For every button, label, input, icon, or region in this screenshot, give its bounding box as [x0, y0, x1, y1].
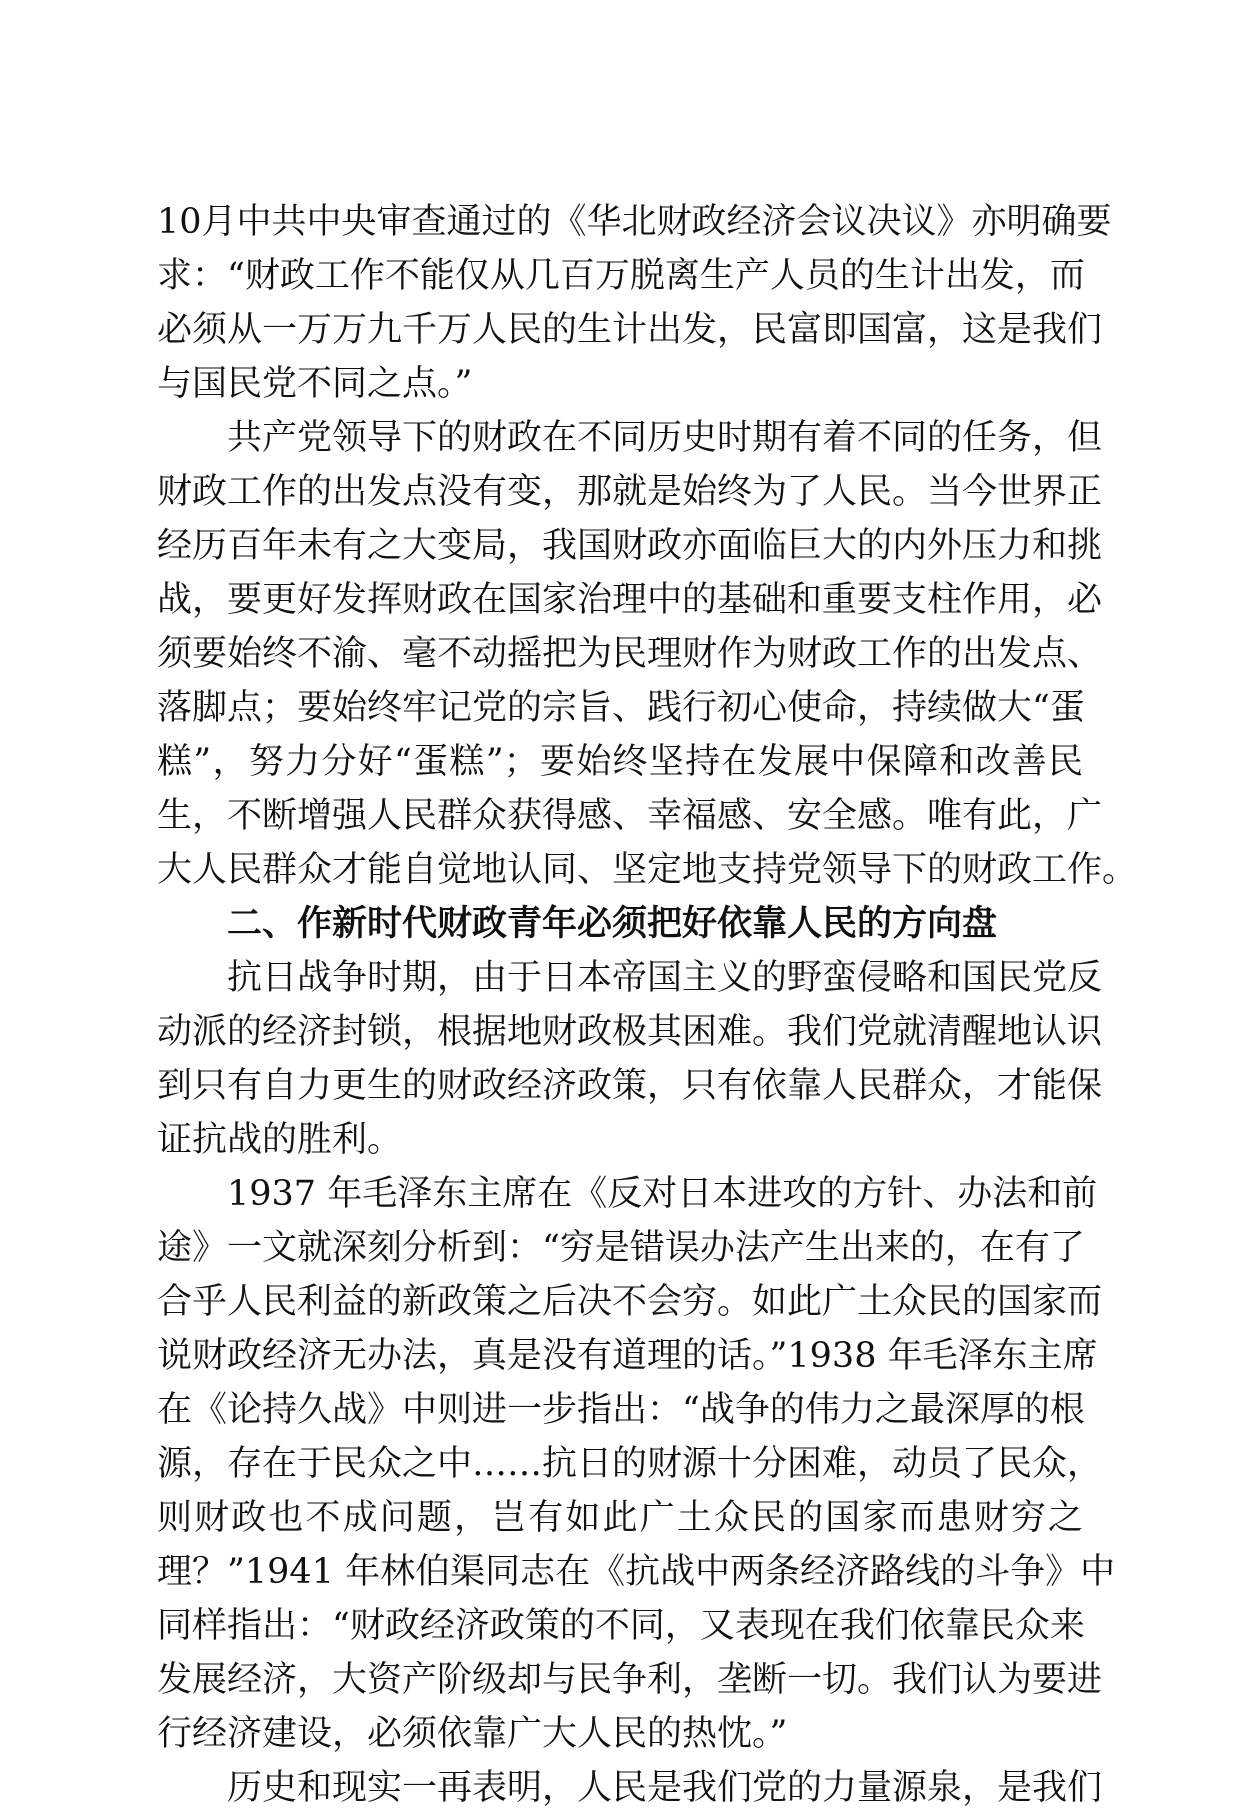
text-line: 行经济建设，必须依靠广大人民的热忱。”: [157, 1714, 788, 1754]
text-line: 在《论持久战》中则进一步指出：“战争的伟力之最深厚的根: [157, 1390, 1085, 1430]
text-line: 经历百年未有之大变局，我国财政亦面临巨大的内外压力和挑: [157, 526, 1103, 566]
text-line: 须要始终不渝、毫不动摇把为民理财作为财政工作的出发点、: [157, 634, 1103, 674]
text-line: 抗日战争时期，由于日本帝国主义的野蛮侵略和国民党反: [227, 958, 1103, 998]
text-line: 说财政经济无办法，真是没有道理的话。”1938 年毛泽东主席: [157, 1336, 1098, 1376]
text-line: 与国民党不同之点。”: [157, 364, 473, 404]
text-line: 战，要更好发挥财政在国家治理中的基础和重要支柱作用，必: [157, 580, 1103, 620]
text-line: 1937 年毛泽东主席在《反对日本进攻的方针、办法和前: [227, 1174, 1098, 1214]
text-line: 共产党领导下的财政在不同历史时期有着不同的任务，但: [227, 418, 1103, 458]
text-line: 必须从一万万九千万人民的生计出发，民富即国富，这是我们: [157, 310, 1103, 350]
paragraph: [157, 951, 1103, 1167]
paragraph: [157, 1167, 1116, 1761]
paragraph: [157, 411, 1138, 897]
document-page: [157, 195, 1138, 1815]
text-line: 同样指出：“财政经济政策的不同，又表现在我们依靠民众来: [157, 1606, 1085, 1646]
text-line: 源，存在于民众之中……抗日的财源十分困难，动员了民众，: [157, 1444, 1103, 1484]
text-line: 理？”1941 年林伯渠同志在《抗战中两条经济路线的斗争》中: [157, 1552, 1116, 1592]
text-line: 财政工作的出发点没有变，那就是始终为了人民。当今世界正: [157, 472, 1103, 512]
text-line: 大人民群众才能自觉地认同、坚定地支持党领导下的财政工作。: [157, 850, 1138, 890]
text-line: 发展经济，大资产阶级却与民争利，垄断一切。我们认为要进: [157, 1660, 1103, 1700]
text-line: 到只有自力更生的财政经济政策，只有依靠人民群众，才能保: [157, 1066, 1103, 1106]
text-line: 途》一文就深刻分析到：“穷是错误办法产生出来的，在有了: [157, 1228, 1085, 1268]
text-line: 生，不断增强人民群众获得感、幸福感、安全感。唯有此，广: [157, 796, 1103, 836]
text-line: 证抗战的胜利。: [157, 1120, 403, 1160]
text-line: 动派的经济封锁，根据地财政极其困难。我们党就清醒地认识: [157, 1012, 1103, 1052]
text-line: 10月中共中央审查通过的《华北财政经济会议决议》亦明确要: [157, 202, 1112, 242]
text-line: 合乎人民利益的新政策之后决不会穷。如此广土众民的国家而: [157, 1282, 1103, 1322]
paragraph: [157, 195, 1112, 411]
section-heading: 二、作新时代财政青年必须把好依靠人民的方向盘: [227, 904, 998, 944]
text-line: 糕”，努力分好“蛋糕”；要始终坚持在发展中保障和改善民: [157, 742, 1083, 782]
text-line: 历史和现实一再表明，人民是我们党的力量源泉，是我们: [227, 1768, 1103, 1808]
text-line: 则财政也不成问题，岂有如此广土众民的国家而患财穷之: [157, 1498, 1083, 1538]
paragraph: [157, 1761, 1103, 1815]
text-line: 落脚点；要始终牢记党的宗旨、践行初心使命，持续做大“蛋: [157, 688, 1085, 728]
text-line: 求：“财政工作不能仅从几百万脱离生产人员的生计出发，而: [157, 256, 1085, 296]
